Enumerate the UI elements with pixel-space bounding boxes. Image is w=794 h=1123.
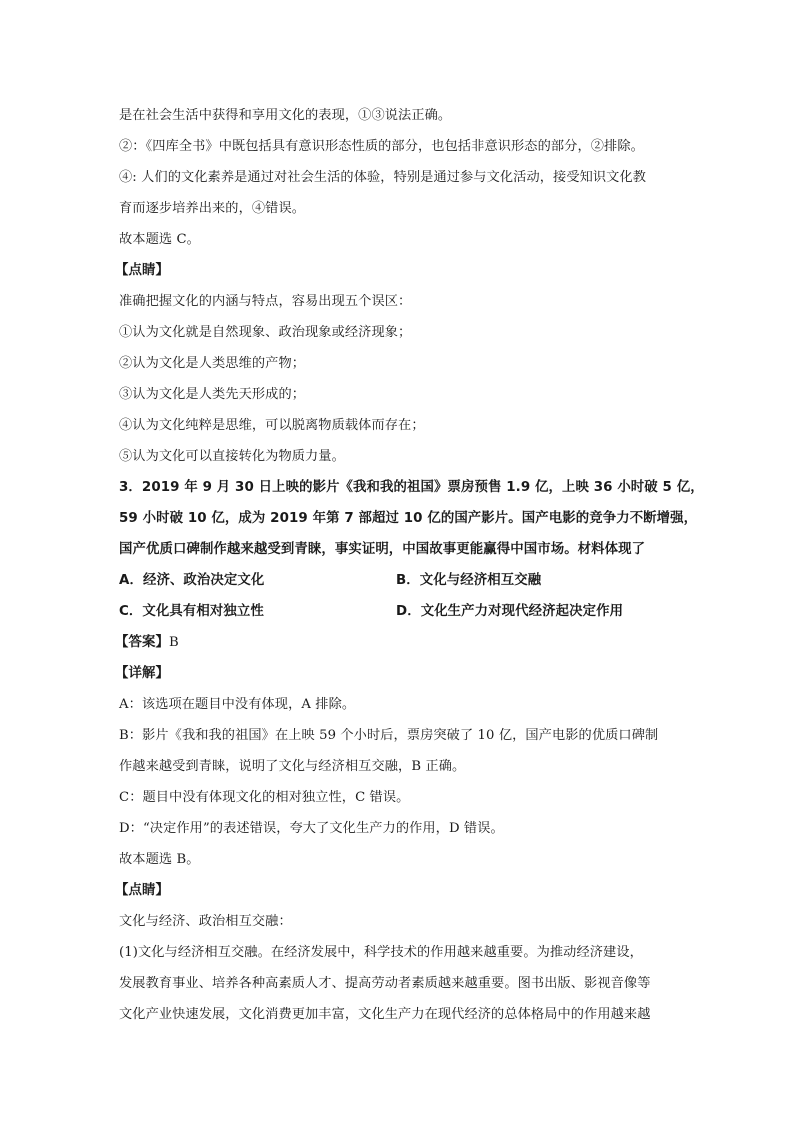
text-line: ①认为文化就是自然现象、政治现象或经济现象；	[119, 325, 412, 340]
section-label-dianjing: 【点睛】	[115, 883, 169, 898]
options-row	[119, 565, 679, 596]
text-line: ②：《四库全书》中既包括具有意识形态性质的部分，也包括非意识形态的部分，②排除。	[119, 139, 644, 154]
answer-line	[115, 627, 679, 658]
section-label-answer: 【答案】	[115, 635, 169, 650]
option-a: A．经济、政治决定文化	[119, 573, 265, 588]
question-text: 59 小时破 10 亿，成为 2019 年第 7 部超过 10 亿的国产影片。国产电影的竞争力不断增强，	[119, 511, 698, 526]
text-line: 故本题选 C。	[119, 232, 200, 247]
options-row	[119, 596, 679, 627]
option-b: B．文化与经济相互交融	[396, 573, 542, 588]
text-line: ⑤认为文化可以直接转化为物质力量。	[119, 449, 345, 464]
question-text: 3．2019 年 9 月 30 日上映的影片《我和我的祖国》票房预售 1.9 亿，上映 36 小时破 5 亿，	[119, 480, 704, 495]
section-label-detail: 【详解】	[115, 666, 169, 681]
page-content	[115, 100, 704, 1030]
text-line: C：题目中没有体现文化的相对独立性，C 错误。	[119, 790, 410, 805]
text-line: (1)文化与经济相互交融。在经济发展中，科学技术的作用越来越重要。为推动经济建设，	[119, 945, 643, 960]
text-line: 是在社会生活中获得和享用文化的表现，①③说法正确。	[119, 108, 452, 123]
text-line: A：该选项在题目中没有体现，A 排除。	[119, 697, 356, 712]
text-line: ③认为文化是人类先天形成的；	[119, 387, 306, 402]
text-line: 发展教育事业、培养各种高素质人才、提高劳动者素质越来越重要。图书出版、影视音像等	[119, 976, 651, 991]
text-line: 育而逐步培养出来的，④错误。	[119, 201, 306, 216]
option-c: C．文化具有相对独立性	[119, 604, 264, 619]
text-line: D：“决定作用”的表述错误，夸大了文化生产力的作用，D 错误。	[119, 821, 504, 836]
question-text: 国产优质口碑制作越来越受到青睐，事实证明，中国故事更能赢得中国市场。材料体现了	[119, 542, 646, 557]
text-line: 文化产业快速发展，文化消费更加丰富，文化生产力在现代经济的总体格局中的作用越来越	[119, 1007, 651, 1022]
text-line: 作越来越受到青睐，说明了文化与经济相互交融，B 正确。	[119, 759, 466, 774]
option-d: D．文化生产力对现代经济起决定作用	[396, 604, 624, 619]
text-line: B：影片《我和我的祖国》在上映 59 个小时后，票房突破了 10 亿，国产电影的优质口碑制	[119, 728, 659, 743]
text-line: 文化与经济、政治相互交融：	[119, 914, 292, 929]
section-label-dianjing: 【点睛】	[115, 263, 169, 278]
text-line: ④: 人们的文化素养是通过对社会生活的体验，特别是通过参与文化活动，接受知识文化教	[119, 170, 647, 185]
text-line: 故本题选 B。	[119, 852, 200, 867]
text-line: ④认为文化纯粹是思维，可以脱离物质载体而存在；	[119, 418, 425, 433]
answer-value: B	[168, 635, 179, 650]
text-line: 准确把握文化的内涵与特点，容易出现五个误区：	[119, 294, 412, 309]
text-line: ②认为文化是人类思维的产物；	[119, 356, 306, 371]
